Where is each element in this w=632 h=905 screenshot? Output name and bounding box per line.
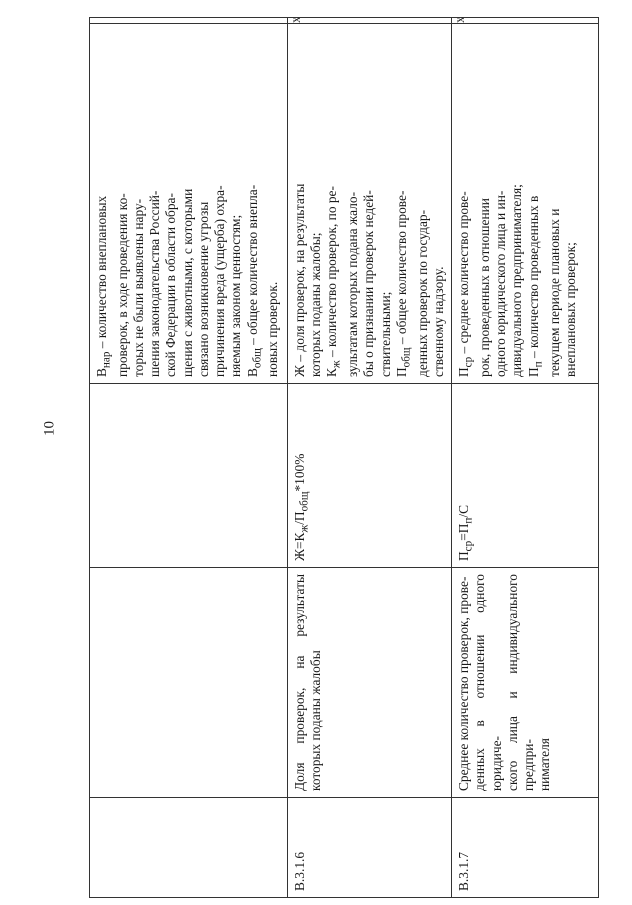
text-line: зультатам которых подана жало-	[345, 191, 361, 377]
text-line: ственному надзору.	[430, 266, 446, 377]
text-line: связано возникновение угрозы	[195, 201, 211, 377]
text-line: нимателя	[537, 738, 553, 791]
indicator-name-cell: Доля проверок, на результаты которых поданы жалобы	[288, 568, 452, 798]
mark-cell	[90, 18, 288, 24]
text-line: $К_ж$ – количество проверок, по ре-	[324, 186, 344, 377]
text-line: шения законодательства Россий-	[147, 190, 163, 377]
text-line: ского лица и индивидуального предпри-	[504, 574, 536, 791]
text-line: $П_{ср}$ – среднее количество прове-	[456, 191, 475, 377]
text-line: денных в отношении одного юридиче-	[472, 574, 504, 791]
text-line: $П_п$ – количество проведенных в	[525, 195, 545, 377]
text-line: Среднее количество проверок, прове-	[456, 576, 472, 791]
table-row	[288, 18, 452, 898]
text-line: причинения вреда (ущерба) охра-	[212, 185, 228, 377]
formula-cell	[90, 384, 288, 568]
text-line: одного юридического лица и ин-	[493, 190, 509, 377]
text-line: которых поданы жалобы;	[308, 232, 324, 377]
indicator-code-cell: В.3.1.6	[288, 798, 452, 898]
text-line: Ж – доля проверок, на результаты	[292, 183, 307, 377]
table-row	[452, 18, 599, 898]
indicator-code-cell	[90, 798, 288, 898]
text-line: торых не были выявлены нару-	[131, 198, 147, 377]
indicator-name-cell	[90, 568, 288, 798]
text-line: $П_{общ}$ – общее количество прове-	[393, 190, 413, 377]
text-line: внеплановых проверок;	[562, 242, 578, 377]
text-line: $В_{общ}$ – общее количество внепла-	[244, 184, 264, 377]
definitions-cell	[288, 24, 452, 384]
page-number: 10	[41, 421, 58, 436]
formula-cell: $П_{ср}=П_п/С$	[452, 384, 599, 568]
text-line: проверок, в ходе проведения ко-	[114, 193, 130, 377]
indicator-code-cell: В.3.1.7	[452, 798, 599, 898]
indicators-table	[89, 17, 599, 898]
text-line: ской Федерации в области обра-	[163, 193, 179, 377]
definitions-cell	[90, 24, 288, 384]
text-line: дивидуального предпринимателя;	[509, 184, 525, 377]
rotated-table-container	[89, 18, 594, 898]
text-line: рок, проведенных в отношении	[477, 198, 493, 377]
text-line: ствительными;	[377, 291, 393, 377]
text-line: щения с животными, с которыми	[179, 188, 195, 377]
text-line: новых проверок.	[265, 281, 281, 377]
definitions-cell	[452, 24, 599, 384]
text-line: няемым законом ценностям;	[228, 214, 244, 377]
indicator-name-cell	[452, 568, 599, 798]
text-line: $В_{нар}$ – количество внеплановых	[94, 195, 113, 377]
mark-cell: х	[288, 18, 452, 24]
formula-cell: $Ж=К_ж/П_{общ}*100\%$	[288, 384, 452, 568]
text-line: бы о признании проверок недей-	[361, 190, 377, 377]
mark-cell: х	[452, 18, 599, 24]
table-row	[90, 18, 288, 898]
text-line: текущем периоде плановых и	[546, 208, 562, 377]
text-line: денных проверок по государ-	[414, 209, 430, 377]
